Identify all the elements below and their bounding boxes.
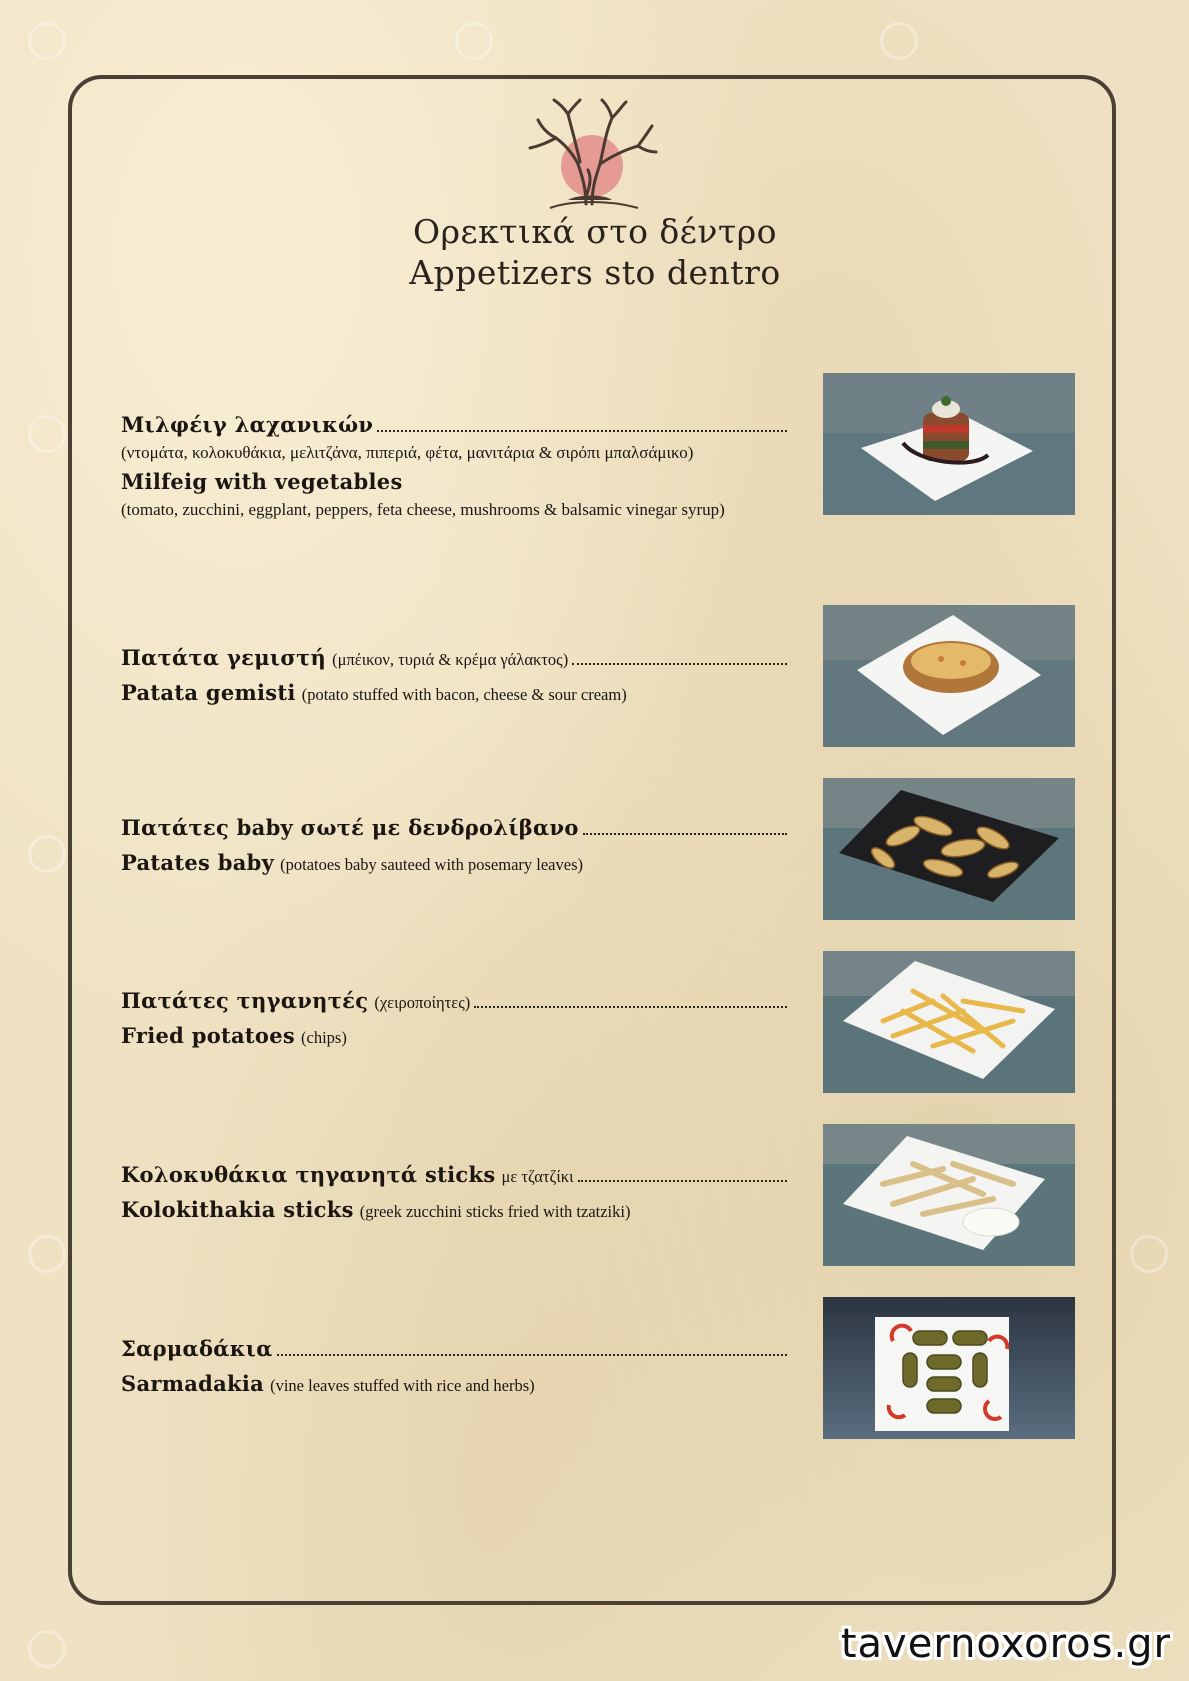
site-watermark: tavernoxoros.gr (840, 1621, 1171, 1667)
item-greek-note: (μπέικον, τυριά & κρέμα γάλακτος) (332, 650, 569, 669)
fried-potatoes-photo (823, 951, 1075, 1093)
paper-decoration (28, 415, 66, 453)
paper-decoration (28, 1630, 66, 1668)
menu-title-greek: Ορεκτικά στο δέντρο (413, 212, 777, 251)
dotted-leader (583, 832, 787, 835)
item-english-note: (potato stuffed with bacon, cheese & sour cream) (301, 685, 627, 704)
menu-title-english: Appetizers sto dentro (409, 253, 781, 292)
paper-decoration (880, 22, 918, 60)
paper-decoration (28, 835, 66, 873)
item-english-name: Patates baby (121, 850, 275, 875)
item-greek-name: Πατάτες baby σωτέ με δενδρολίβανο (121, 815, 579, 840)
zucchini-sticks-photo (823, 1124, 1075, 1266)
item-greek-name: Πατάτα γεμιστή (121, 645, 327, 670)
baby-potatoes-photo (823, 778, 1075, 920)
menu-item (121, 1162, 787, 1222)
dotted-leader (572, 662, 787, 665)
item-greek-name: Πατάτες τηγανητές (121, 988, 369, 1013)
dotted-leader (277, 1353, 787, 1356)
item-english-name: Kolokithakia sticks (121, 1197, 354, 1222)
item-english-description: (tomato, zucchini, eggplant, peppers, feta cheese, mushrooms & balsamic vinegar syrup) (121, 500, 725, 519)
paper-decoration (1130, 1235, 1168, 1273)
item-english-note: (greek zucchini sticks fried with tzatziki) (359, 1202, 631, 1221)
item-english-name: Milfeig with vegetables (121, 469, 403, 494)
stuffed-potato-photo (823, 605, 1075, 747)
tree-logo-icon (520, 96, 660, 214)
vegetable-millefeuille-photo (823, 373, 1075, 515)
dotted-leader (474, 1005, 787, 1008)
menu-item (121, 1336, 787, 1396)
paper-decoration (28, 22, 66, 60)
item-greek-description: (ντομάτα, κολοκυθάκια, μελιτζάνα, πιπεριά, φέτα, μανιτάρια & σιρόπι μπαλσάμικο) (121, 443, 694, 462)
item-greek-name: Σαρμαδάκια (121, 1336, 273, 1361)
item-greek-name: Κολοκυθάκια τηγανητά sticks (121, 1162, 496, 1187)
menu-item (121, 645, 787, 705)
item-greek-note: (χειροποίητες) (374, 993, 471, 1012)
item-greek-name: Μιλφέιγ λαχανικών (121, 412, 374, 437)
menu-item (121, 412, 787, 520)
item-english-note: (potatoes baby sauteed with posemary leaves) (280, 855, 583, 874)
item-english-note: (chips) (301, 1028, 347, 1047)
paper-decoration (28, 1235, 66, 1273)
item-english-name: Sarmadakia (121, 1371, 265, 1396)
paper-decoration (455, 22, 493, 60)
dotted-leader (377, 429, 787, 432)
sarmadakia-photo (823, 1297, 1075, 1439)
item-english-name: Patata gemisti (121, 680, 296, 705)
item-greek-note: με τζατζίκι (501, 1167, 574, 1186)
item-english-note: (vine leaves stuffed with rice and herbs) (270, 1376, 535, 1395)
menu-item (121, 815, 787, 875)
dotted-leader (578, 1179, 787, 1182)
menu-item (121, 988, 787, 1048)
item-english-name: Fried potatoes (121, 1023, 296, 1048)
